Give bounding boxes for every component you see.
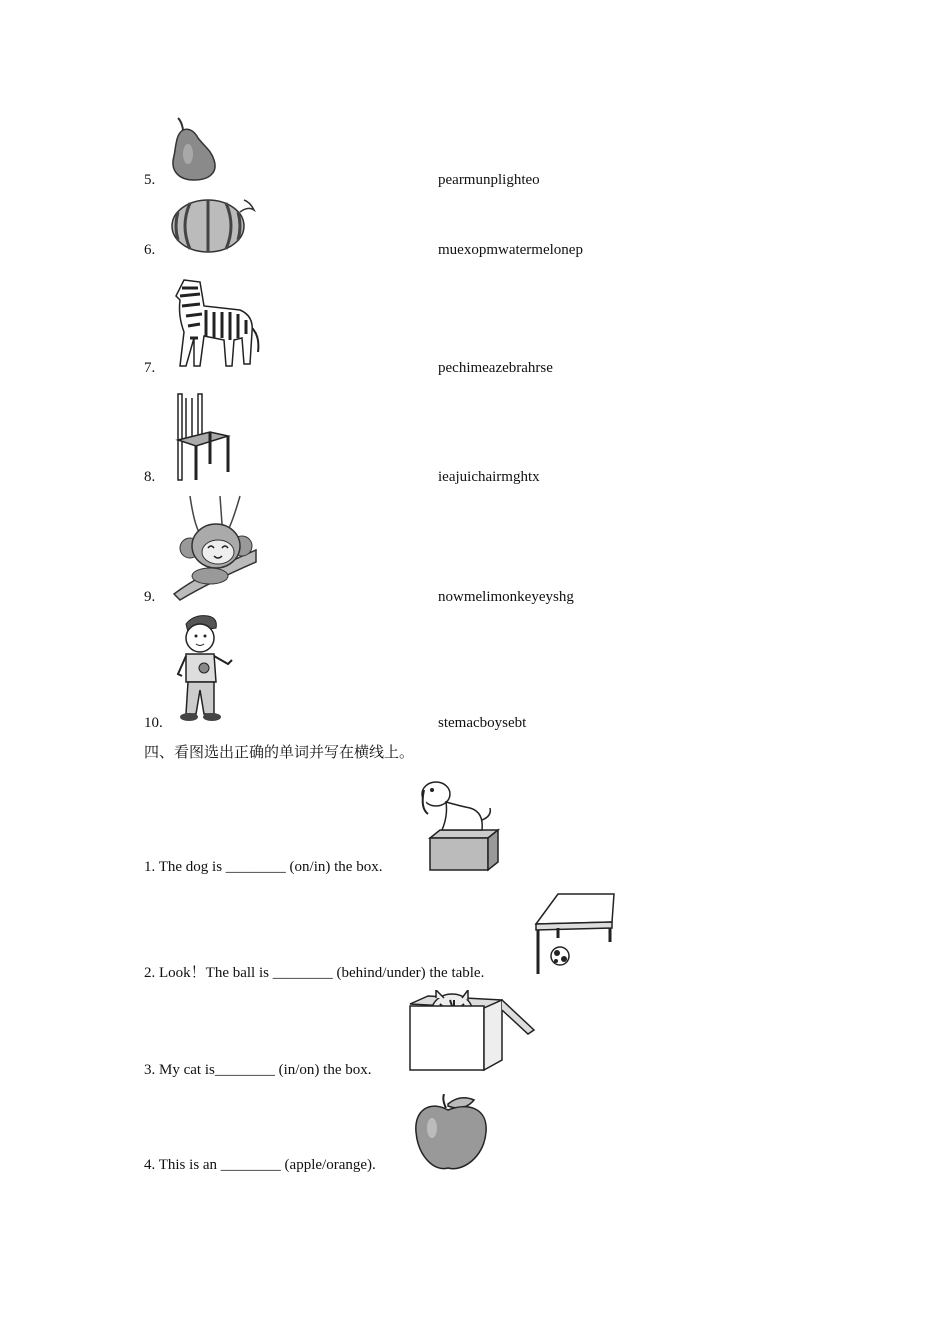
monkey-icon (170, 494, 258, 602)
pear-icon (168, 116, 220, 182)
letter-string: stemacboysebt (438, 715, 527, 731)
item-number: 6. (144, 242, 156, 258)
section-heading: 四、看图选出正确的单词并写在横线上。 (144, 743, 415, 761)
item-number: 10. (144, 715, 163, 731)
letter-string: pechimeazebrahrse (438, 360, 553, 376)
letter-string: nowmelimonkeyeyshg (438, 589, 574, 605)
item-number: 5. (144, 172, 156, 188)
watermelon-icon (170, 196, 258, 254)
chair-icon (172, 392, 232, 482)
cat-in-box-icon (406, 990, 538, 1074)
letter-string: pearmunplighteo (438, 172, 540, 188)
zebra-icon (170, 276, 262, 372)
boy-icon (174, 614, 236, 724)
item-number: 7. (144, 360, 156, 376)
apple-icon (412, 1094, 490, 1174)
letter-string: muexopmwatermelonep (438, 242, 583, 258)
question-2: 2. Look！The ball is ________ (behind/under) the table. (144, 965, 485, 981)
ball-under-table-icon (532, 892, 618, 978)
item-number: 8. (144, 469, 156, 485)
item-number: 9. (144, 589, 156, 605)
letter-string: ieajuichairmghtx (438, 469, 540, 485)
question-4: 4. This is an ________ (apple/orange). (144, 1157, 376, 1173)
dog-on-box-icon (418, 772, 502, 872)
question-3: 3. My cat is________ (in/on) the box. (144, 1062, 372, 1078)
question-1: 1. The dog is ________ (on/in) the box. (144, 859, 383, 875)
